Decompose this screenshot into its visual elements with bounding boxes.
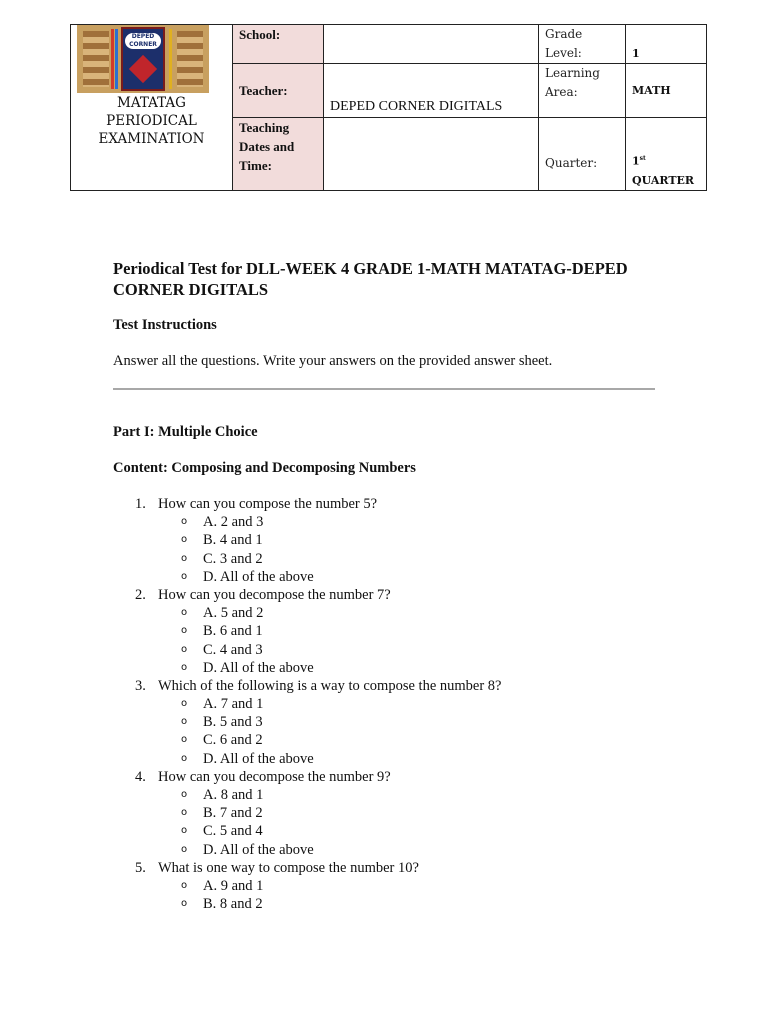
bullet-icon: o [181, 552, 188, 564]
horizontal-rule [113, 388, 655, 390]
answer-option [113, 822, 673, 840]
teacher-value: DEPED CORNER DIGITALS [324, 64, 539, 118]
option-text: B. 6 and 1 [203, 623, 263, 640]
option-text: D. All of the above [203, 841, 314, 858]
bullet-icon: o [181, 625, 188, 637]
option-text: B. 7 and 2 [203, 805, 263, 822]
answer-option [113, 568, 673, 586]
question-text: How can you decompose the number 7? [158, 586, 391, 603]
question-text: How can you decompose the number 9? [158, 768, 391, 785]
bullet-icon: o [181, 661, 188, 673]
option-text: C. 5 and 4 [203, 823, 263, 840]
option-text: D. All of the above [203, 568, 314, 585]
option-text: A. 5 and 2 [203, 605, 264, 622]
question-item [113, 586, 673, 604]
option-text: B. 8 and 2 [203, 896, 263, 913]
answer-option [113, 550, 673, 568]
answer-option [113, 786, 673, 804]
content-heading: Content: Composing and Decomposing Numbers [113, 460, 416, 476]
option-text: B. 5 and 3 [203, 714, 263, 731]
school-value [324, 25, 539, 64]
header-table [70, 24, 707, 191]
test-title: Periodical Test for DLL-WEEK 4 GRADE 1-MATH MATATAG-DEPED CORNER DIGITALS [113, 259, 628, 299]
bullet-icon: o [181, 716, 188, 728]
bullet-icon: o [181, 752, 188, 764]
answer-option [113, 750, 673, 768]
question-text: Which of the following is a way to compose the number 8? [158, 677, 502, 694]
deped-corner-logo [77, 25, 209, 93]
teaching-dates-label: Teaching Dates and Time: [233, 118, 324, 191]
question-number: 3. [135, 677, 146, 694]
answer-option [113, 604, 673, 622]
answer-option [113, 659, 673, 677]
question-item [113, 859, 673, 877]
bullet-icon: o [181, 807, 188, 819]
school-label: School: [233, 25, 324, 64]
option-text: A. 2 and 3 [203, 514, 264, 531]
bullet-icon: o [181, 843, 188, 855]
option-text: A. 9 and 1 [203, 877, 264, 894]
answer-option [113, 804, 673, 822]
option-text: A. 7 and 1 [203, 696, 264, 713]
question-text: What is one way to compose the number 10? [158, 859, 419, 876]
answer-option [113, 731, 673, 749]
answer-option [113, 622, 673, 640]
bullet-icon: o [181, 825, 188, 837]
option-text: C. 3 and 2 [203, 550, 263, 567]
question-number: 2. [135, 586, 146, 603]
answer-option [113, 641, 673, 659]
answer-option [113, 877, 673, 895]
question-item [113, 768, 673, 786]
bullet-icon: o [181, 789, 188, 800]
question-list [113, 495, 673, 913]
logo-badge-text: DEPED CORNER [125, 33, 161, 49]
question-number: 5. [135, 859, 146, 876]
option-text: D. All of the above [203, 750, 314, 767]
question-number: 4. [135, 768, 146, 785]
answer-option [113, 695, 673, 713]
bullet-icon: o [181, 607, 188, 619]
bullet-icon: o [181, 898, 188, 910]
bullet-icon: o [181, 734, 188, 746]
part-heading: Part I: Multiple Choice [113, 424, 258, 440]
question-number: 1. [135, 496, 146, 512]
option-text: D. All of the above [203, 659, 314, 676]
bullet-icon: o [181, 698, 188, 710]
option-text: A. 8 and 1 [203, 787, 264, 803]
teaching-dates-value [324, 118, 539, 191]
bullet-icon: o [181, 516, 188, 528]
grade-level-label: Grade Level: [539, 25, 626, 64]
quarter-label: Quarter: [539, 118, 626, 191]
quarter-value: 1st QUARTER [626, 118, 707, 191]
logo-cell [71, 25, 233, 191]
option-text: C. 4 and 3 [203, 641, 263, 658]
option-text: B. 4 and 1 [203, 532, 263, 549]
option-text: C. 6 and 2 [203, 732, 263, 749]
answer-option [113, 513, 673, 531]
question-item [113, 677, 673, 695]
answer-option [113, 713, 673, 731]
answer-option [113, 841, 673, 859]
instructions-text: Answer all the questions. Write your answers on the provided answer sheet. [113, 353, 553, 369]
grade-level-value: 1 [626, 25, 707, 64]
bullet-icon: o [181, 534, 188, 546]
question-text: How can you compose the number 5? [158, 496, 378, 512]
answer-option [113, 895, 673, 913]
learning-area-label: Learning Area: [539, 64, 626, 118]
instructions-heading: Test Instructions [113, 317, 217, 333]
exam-title: MATATAG PERIODICAL EXAMINATION [98, 95, 205, 147]
answer-option [113, 531, 673, 549]
bullet-icon: o [181, 879, 188, 891]
bullet-icon: o [181, 643, 188, 655]
learning-area-value: MATH [626, 64, 707, 118]
question-item [113, 495, 673, 513]
teacher-label: Teacher: [233, 64, 324, 118]
bullet-icon: o [181, 570, 188, 582]
